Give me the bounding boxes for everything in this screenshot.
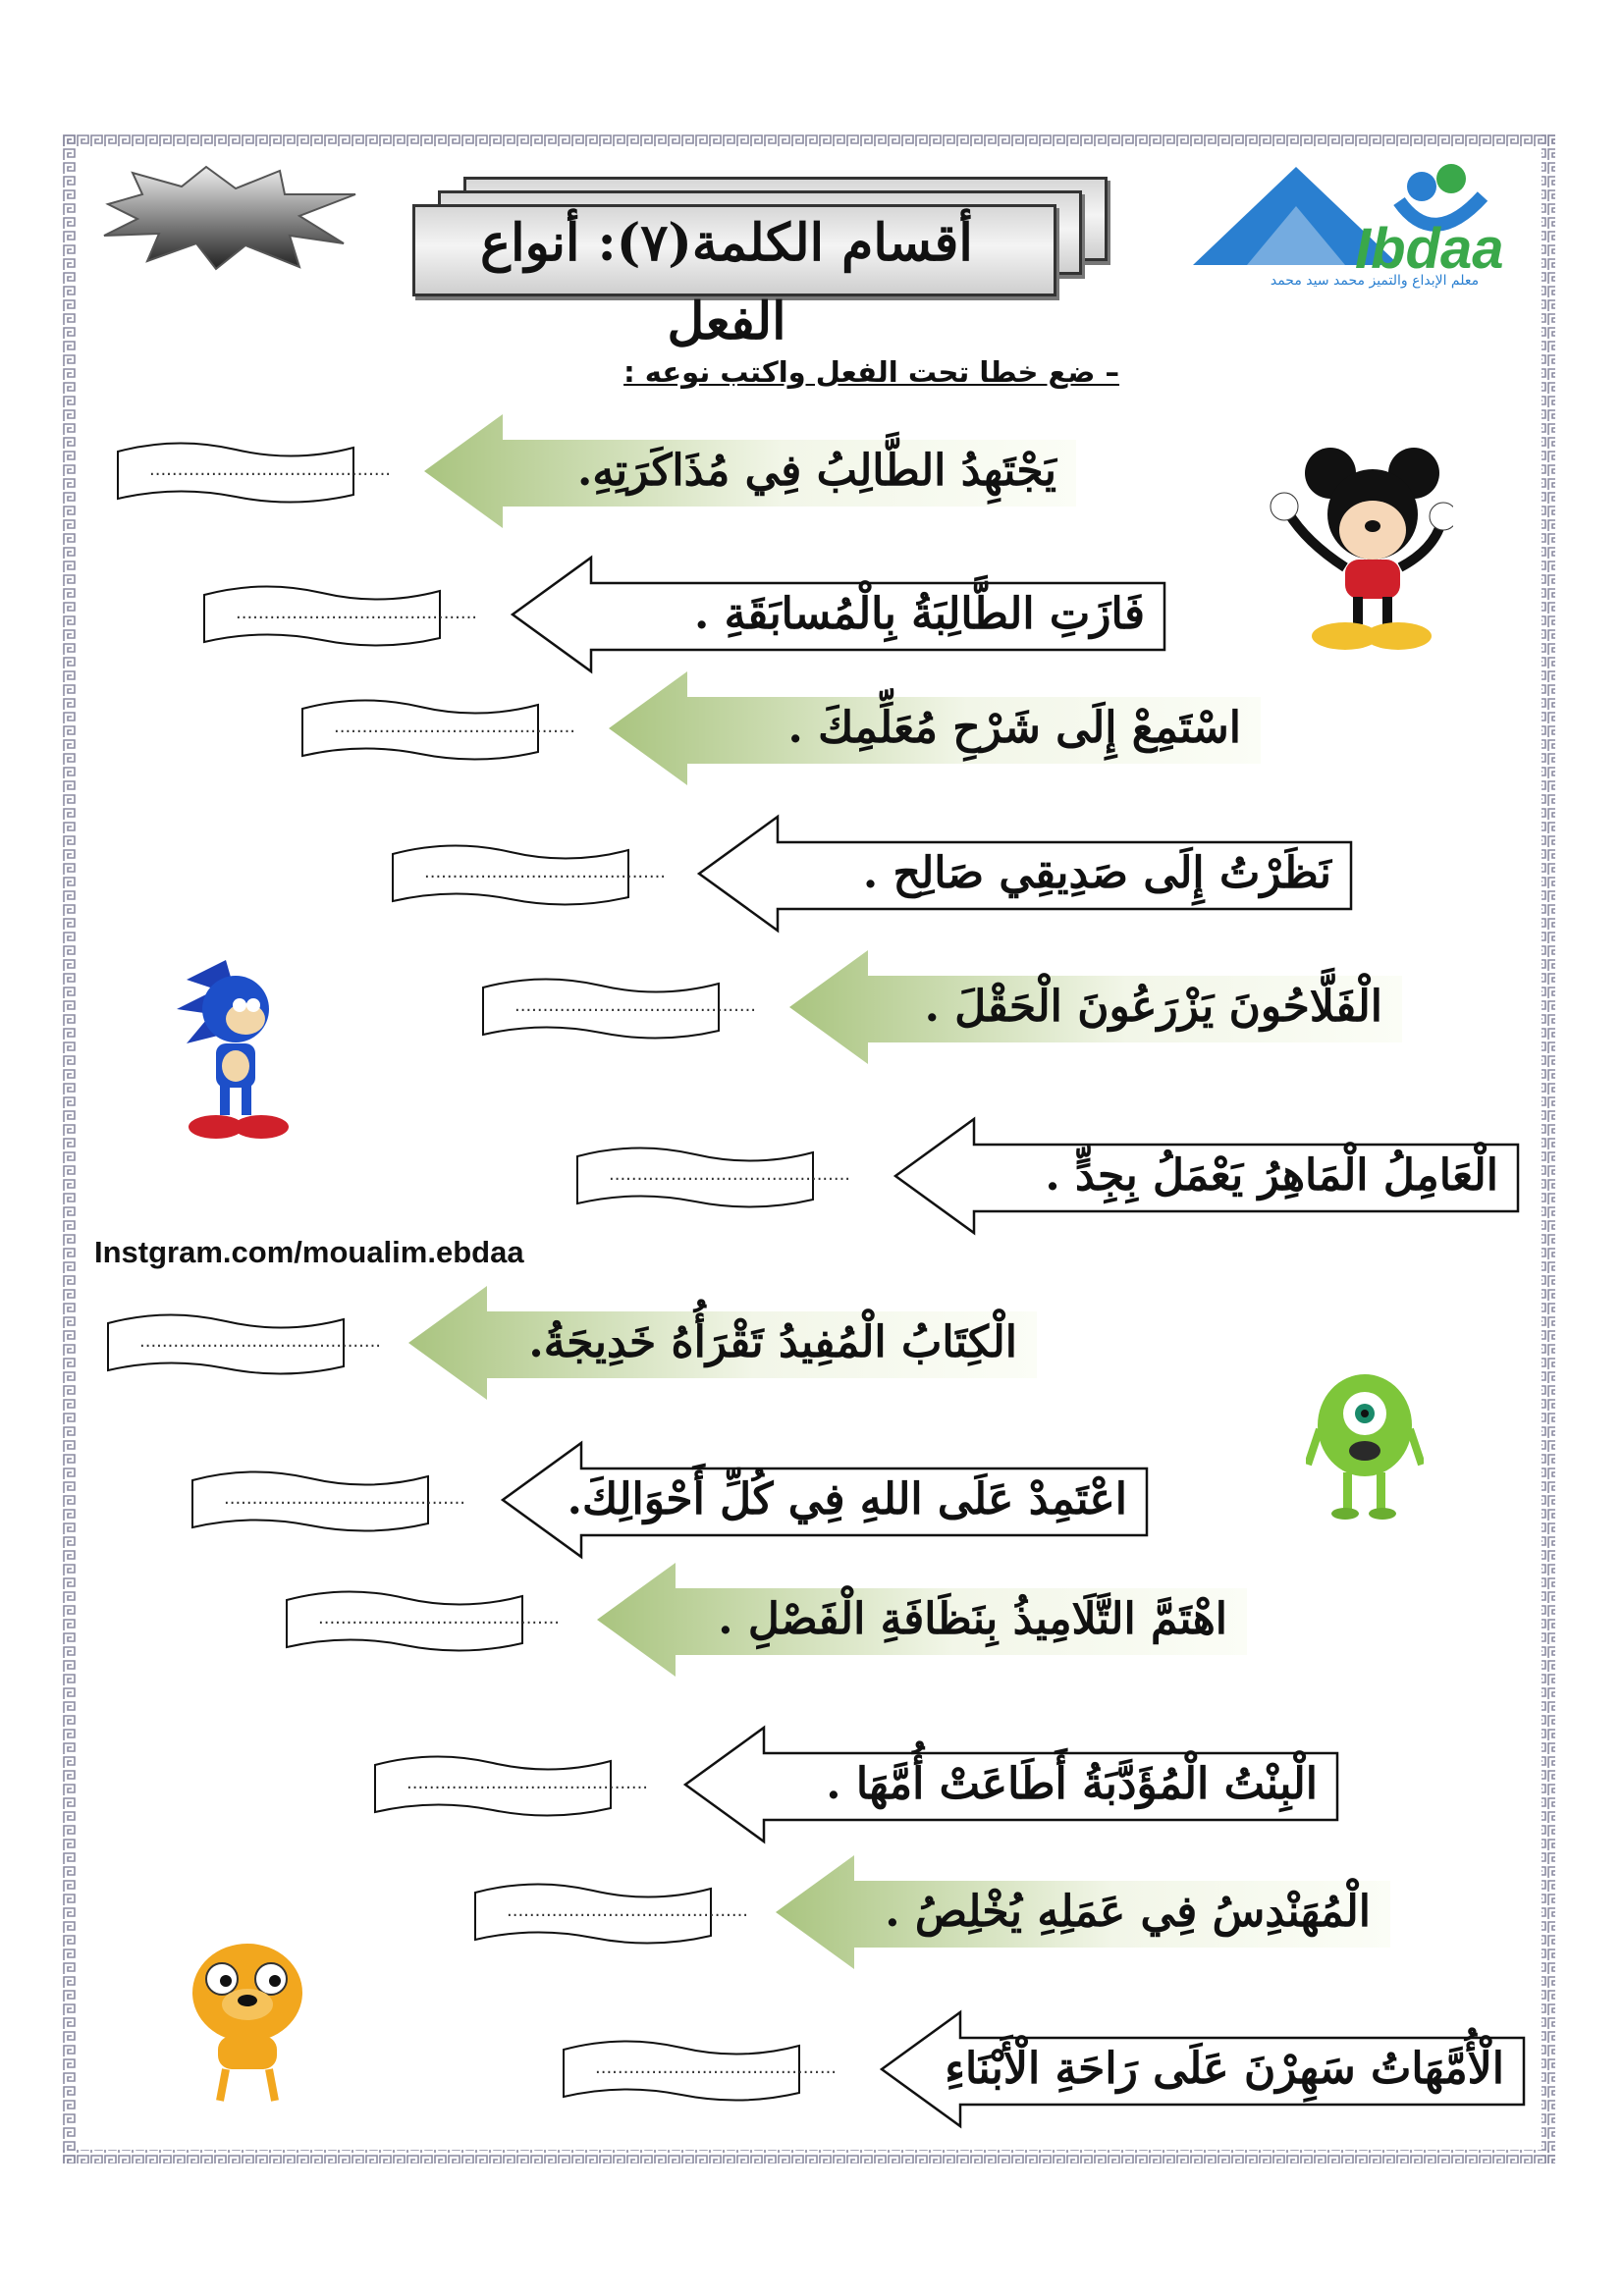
exercise-sentence: اهْتَمَّ التَّلَامِيذُ بِنَظَافَةِ الْفَصْلِ . [718, 1594, 1227, 1644]
answer-line: ........................................... [139, 1331, 382, 1352]
exercise-sentence: الْبِنْتُ الْمُؤَدَّبَةُ أَطَاعَتْ أُمَّهَا . [826, 1759, 1318, 1809]
answer-line: ........................................... [149, 459, 392, 480]
answer-line: ........................................... [406, 1773, 649, 1793]
exercise-sentence: فَازَتِ الطَّالِبَةُ بِالْمُسابَقَةِ . [693, 589, 1145, 639]
instagram-link[interactable]: Instgram.com/moualim.ebdaa [94, 1235, 524, 1269]
exercise-row [0, 1286, 1623, 1400]
exercise-row [0, 1119, 1623, 1233]
logo-subtitle: معلم الإبداع والتميز محمد سيد محمد [1270, 273, 1480, 289]
exercise-row [0, 817, 1623, 931]
starburst-shape [98, 165, 363, 273]
exercise-sentence: الْأُمَّهَاتُ سَهِرْنَ عَلَى رَاحَةِ الْأَبْنَاءِ [945, 2044, 1504, 2094]
exercise-row [0, 671, 1623, 785]
exercise-sentence: اعْتَمِدْ عَلَى اللهِ فِي كُلِّ أَحْوَالِكَ. [567, 1474, 1127, 1524]
answer-line: ........................................... [609, 1164, 851, 1185]
exercise-sentence: الْفَلَّاحُونَ يَزْرَعُونَ الْحَقْلَ . [924, 982, 1382, 1032]
instruction-text: – ضع خطا تحت الفعل واكتب نوعه : [623, 355, 1119, 389]
exercise-sentence: الْعَامِلُ الْمَاهِرُ يَعْمَلُ بِجِدٍّ . [1045, 1150, 1498, 1201]
exercise-row [0, 950, 1623, 1064]
exercise-sentence: نَظَرْتُ إِلَى صَدِيقِي صَالِح . [862, 848, 1331, 898]
answer-line: ........................................... [224, 1488, 466, 1509]
exercise-row [0, 1563, 1623, 1677]
exercise-sentence: الْمُهَنْدِسُ فِي عَمَلِهِ يُخْلِصُ . [885, 1887, 1371, 1937]
exercise-row [0, 558, 1623, 671]
answer-line: ........................................... [595, 2057, 838, 2078]
exercise-row [0, 414, 1623, 528]
exercise-sentence: الْكِتَابُ الْمُفِيدُ تَقْرَأُهُ خَدِيجَةُ. [528, 1317, 1017, 1367]
answer-line: ........................................... [514, 995, 757, 1016]
exercise-graphics [0, 1855, 1623, 1969]
ibdaa-logo [1188, 157, 1561, 304]
exercise-sentence: اسْتَمِعْ إِلَى شَرْحِ مُعَلِّمِكَ . [787, 703, 1241, 753]
exercise-row [0, 1443, 1623, 1557]
exercise-row [0, 1728, 1623, 1842]
exercise-sentence: يَجْتَهِدُ الطَّالِبُ فِي مُذَاكَرَتِهِ. [577, 446, 1056, 496]
answer-line: ........................................... [507, 1900, 749, 1921]
answer-line: ........................................... [318, 1608, 561, 1629]
answer-line: ........................................... [424, 862, 667, 882]
exercise-row [0, 1855, 1623, 1969]
logo-wordmark: Ibdaa [1355, 217, 1504, 281]
page-title: أقسام الكلمة(٧): أنواع الفعل [480, 213, 973, 351]
exercise-row [0, 2012, 1623, 2126]
answer-line: ........................................... [334, 717, 576, 737]
answer-line: ........................................... [236, 603, 478, 623]
